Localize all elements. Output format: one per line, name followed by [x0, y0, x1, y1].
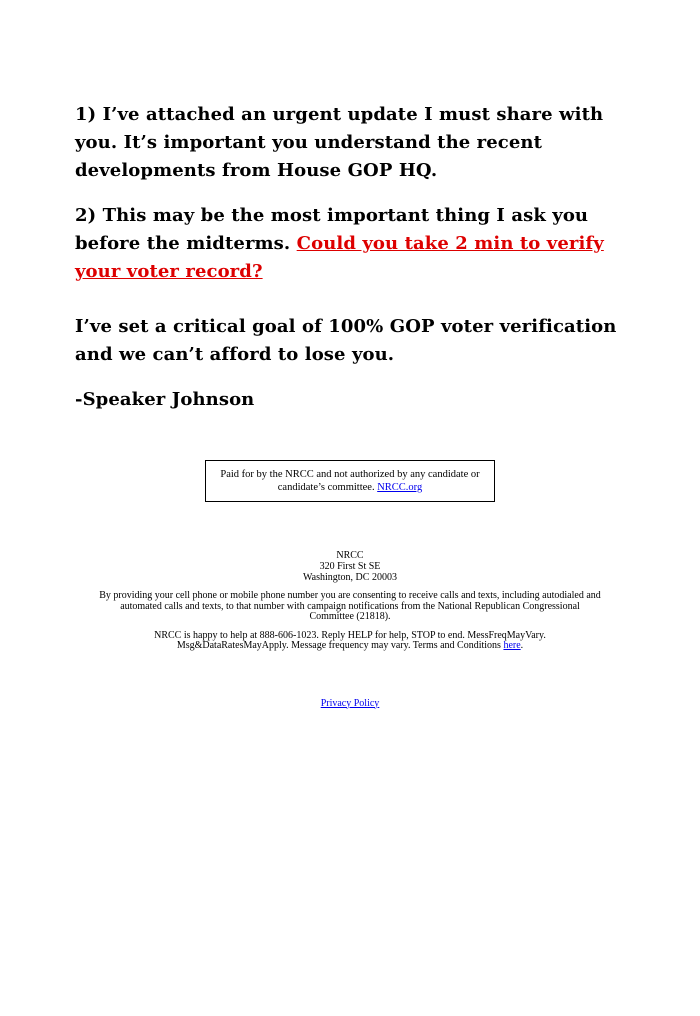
paragraph-verify-request: [75, 202, 626, 286]
paragraph-verification-goal: I’ve set a critical goal of 100% GOP voter verification and we can’t afford to lose you.: [75, 316, 617, 365]
disclaimer-text: Paid for by the NRCC and not authorized by any candidate or candidate’s committee.: [220, 469, 480, 493]
help-text-main: NRCC is happy to help at 888-606-1023. Reply HELP for help, STOP to end. MessFreqMayVary. Msg&DataRatesMayApply. Message frequency may vary. Terms and Conditions: [154, 629, 546, 651]
footer-address-line1: 320 First St SE: [319, 561, 381, 572]
nrcc-org-link[interactable]: NRCC.org: [377, 482, 423, 493]
footer-address-line2: Washington, DC 20003: [303, 572, 397, 583]
email-main-text: [0, 0, 700, 414]
address-block: [0, 550, 700, 583]
paragraph-verify-request-text: 2) This may be the most important thing I ask you before the midterms.: [75, 205, 589, 254]
footer-org-name: NRCC: [336, 550, 364, 561]
consent-text: By providing your cell phone or mobile phone number you are consenting to receive calls and texts, including autodialed and automated calls and texts, to that number with campaign notifications from the National Republican Congressional Committee (21818).: [99, 590, 601, 622]
privacy-policy-link[interactable]: Privacy Policy: [320, 697, 380, 709]
paid-for-disclaimer-box: [205, 460, 495, 502]
privacy-policy-row: [0, 698, 700, 710]
paragraph-attached-update: 1) I’ve attached an urgent update I must share with you. It’s important you understand the recent developments from House GOP HQ.: [75, 104, 604, 181]
terms-conditions-link[interactable]: here: [503, 640, 521, 651]
verify-voter-record-link[interactable]: Could you take 2 min to verify your voter record?: [75, 233, 604, 282]
help-text: [98, 631, 603, 652]
help-text-suffix: .: [520, 640, 524, 651]
footer: [0, 550, 700, 710]
signature: -Speaker Johnson: [75, 389, 255, 410]
